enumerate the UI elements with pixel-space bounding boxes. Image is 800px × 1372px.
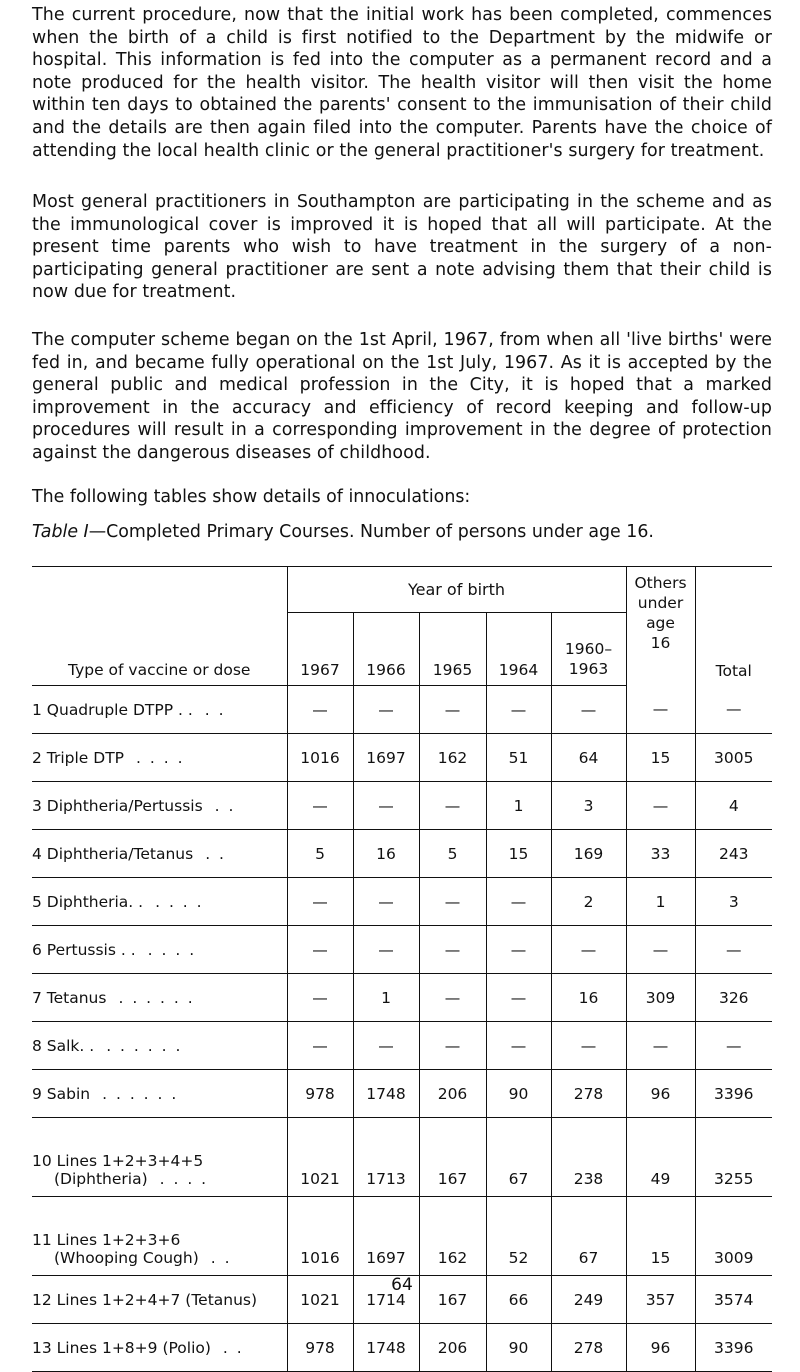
- row-label-text: 5 Diphtheria. .: [32, 892, 144, 911]
- table-cell: —: [287, 974, 353, 1022]
- header-year-1967: 1967: [287, 613, 353, 686]
- header-total: [695, 567, 772, 686]
- table-cell: —: [419, 686, 486, 734]
- header-year-1966: 1966: [353, 613, 419, 686]
- row-label-cell: [32, 734, 287, 782]
- table-row: [32, 926, 772, 974]
- row-label-line1: 10 Lines 1+2+3+4+5: [32, 1152, 204, 1170]
- table-cell: 5: [419, 830, 486, 878]
- header-others-text: Others under age 16: [634, 574, 687, 652]
- header-year-of-birth: Year of birth: [287, 567, 626, 613]
- table-cell: 167: [419, 1276, 486, 1324]
- table-row: [32, 782, 772, 830]
- leader-dots: . . . .: [159, 1170, 209, 1188]
- paragraph-general-practitioners: Most general practitioners in Southampton are participating in the scheme and as the immunological cover is improved it is hoped that all will participate. At the present time parents who wish to have treatment in the surgery of a non-participating general practitioner are sent a note advising them that their child is now due for treatment.: [32, 192, 772, 303]
- row-label-line2: [32, 1170, 287, 1188]
- row-label-text: (Whooping Cough): [54, 1249, 199, 1267]
- tables-intro: The following tables show details of innoculations:: [32, 487, 471, 507]
- table-caption: [32, 522, 772, 542]
- paragraph-computer-scheme: The computer scheme began on the 1st April, 1967, from when all 'live births' were fed in, and became fully operational on the 1st July, 1967. As it is accepted by the general public and medical profession in the City, it is hoped that a marked improvement in the accuracy and efficiency of record keeping and follow-up procedures will result in a corresponding improvement in the degree of protection against the dangerous diseases of childhood.: [32, 330, 772, 463]
- table-cell: 3255: [695, 1118, 772, 1197]
- leader-dots: . . . .: [155, 892, 204, 911]
- row-label-cell: [32, 686, 287, 734]
- table-caption-text: —Completed Primary Courses. Number of persons under age 16.: [88, 522, 654, 542]
- table-cell: —: [486, 974, 551, 1022]
- table-row: [32, 1070, 772, 1118]
- table-cell: —: [695, 1022, 772, 1070]
- table-cell: —: [353, 1022, 419, 1070]
- row-label-text: (Diphtheria): [54, 1170, 148, 1188]
- inoculations-table: [32, 566, 772, 1372]
- table-row: [32, 1118, 772, 1197]
- table-cell: 49: [626, 1118, 695, 1197]
- table-cell: 96: [626, 1070, 695, 1118]
- header-year-1965: 1965: [419, 613, 486, 686]
- table-cell: 52: [486, 1197, 551, 1276]
- table-cell: 1: [486, 782, 551, 830]
- header-year-1960-1963-text: 1960– 1963: [564, 640, 613, 678]
- paragraph-procedure: The current procedure, now that the initial work has been completed, commences when the birth of a child is first notified to the Department by the midwife or hospital. This information is fed into the computer as a permanent record and a note produced for the health visitor. The health visitor will then visit the home within ten days to obtained the parents' consent to the immunisation of their child and the details are then again filed into the computer. Parents have the choice of attending the local health clinic or the general practitioner's surgery for treatment.: [32, 5, 772, 161]
- table-cell: 90: [486, 1070, 551, 1118]
- table-cell: 162: [419, 1197, 486, 1276]
- table-cell: 3574: [695, 1276, 772, 1324]
- header-blank: [32, 567, 287, 613]
- row-label-line2: [32, 1249, 287, 1267]
- table-body: [32, 686, 772, 1372]
- table-cell: 278: [551, 1324, 626, 1372]
- table-cell: 64: [551, 734, 626, 782]
- table-cell: —: [353, 686, 419, 734]
- table-cell: 90: [486, 1324, 551, 1372]
- row-label-text: 4 Diphtheria/Tetanus: [32, 844, 194, 863]
- table-cell: —: [287, 686, 353, 734]
- row-label-text: 3 Diphtheria/Pertussis: [32, 796, 203, 815]
- header-total-text: Total: [715, 661, 752, 680]
- leader-dots: . . . . . .: [102, 1084, 179, 1103]
- table-row: [32, 1197, 772, 1276]
- table-cell: —: [287, 926, 353, 974]
- table-cell: 51: [486, 734, 551, 782]
- table-cell: 3: [551, 782, 626, 830]
- table-cell: 67: [486, 1118, 551, 1197]
- table-cell: —: [551, 686, 626, 734]
- table-cell: —: [551, 926, 626, 974]
- row-label-text: 2 Triple DTP: [32, 748, 125, 767]
- row-label-cell: [32, 1197, 287, 1276]
- leader-dots: . . . .: [147, 940, 197, 959]
- leader-dots: . . . . . .: [106, 1036, 183, 1055]
- table-cell: —: [695, 686, 772, 734]
- table-cell: 1714: [353, 1276, 419, 1324]
- leader-dots: . . . . . .: [118, 988, 195, 1007]
- table-cell: 1021: [287, 1276, 353, 1324]
- table-cell: 2: [551, 878, 626, 926]
- table-cell: 96: [626, 1324, 695, 1372]
- leader-dots: . .: [204, 700, 226, 719]
- header-year-1964: 1964: [486, 613, 551, 686]
- table-cell: —: [353, 782, 419, 830]
- table-cell: —: [287, 1022, 353, 1070]
- table-cell: 243: [695, 830, 772, 878]
- table-cell: 1713: [353, 1118, 419, 1197]
- table-cell: —: [551, 1022, 626, 1070]
- table-cell: —: [419, 974, 486, 1022]
- row-label-cell: [32, 878, 287, 926]
- table-cell: 1748: [353, 1070, 419, 1118]
- leader-dots: . .: [214, 796, 236, 815]
- table-cell: 3009: [695, 1197, 772, 1276]
- table-cell: —: [419, 782, 486, 830]
- table-cell: 1: [626, 878, 695, 926]
- table-cell: 162: [419, 734, 486, 782]
- table-row: [32, 686, 772, 734]
- row-label-cell: [32, 830, 287, 878]
- table-cell: 66: [486, 1276, 551, 1324]
- header-others-under-16: [626, 567, 695, 686]
- table-cell: 1: [353, 974, 419, 1022]
- table-cell: 67: [551, 1197, 626, 1276]
- row-label-cell: [32, 782, 287, 830]
- table-cell: 3396: [695, 1070, 772, 1118]
- table-cell: 357: [626, 1276, 695, 1324]
- table-cell: 1021: [287, 1118, 353, 1197]
- table-cell: —: [419, 926, 486, 974]
- table-cell: 978: [287, 1324, 353, 1372]
- row-label-cell: [32, 1118, 287, 1197]
- row-label-text: 9 Sabin: [32, 1084, 91, 1103]
- table-cell: —: [287, 878, 353, 926]
- row-label-text: 1 Quadruple DTPP . .: [32, 700, 193, 719]
- table-row: [32, 878, 772, 926]
- table-cell: —: [353, 878, 419, 926]
- row-label-cell: [32, 926, 287, 974]
- table-cell: 238: [551, 1118, 626, 1197]
- leader-dots: . . . .: [136, 748, 185, 767]
- row-label-text: 8 Salk. .: [32, 1036, 95, 1055]
- table-cell: —: [486, 878, 551, 926]
- row-label-cell: [32, 974, 287, 1022]
- table-cell: 3: [695, 878, 772, 926]
- table-cell: 3396: [695, 1324, 772, 1372]
- row-label-text: 7 Tetanus: [32, 988, 107, 1007]
- table-cell: 206: [419, 1324, 486, 1372]
- table-cell: 1697: [353, 1197, 419, 1276]
- table-cell: 1016: [287, 1197, 353, 1276]
- table-cell: 16: [551, 974, 626, 1022]
- table-cell: 15: [626, 1197, 695, 1276]
- table-cell: 978: [287, 1070, 353, 1118]
- table-cell: —: [419, 878, 486, 926]
- table-cell: —: [287, 782, 353, 830]
- table-cell: 169: [551, 830, 626, 878]
- table-cell: 16: [353, 830, 419, 878]
- row-label-text: 6 Pertussis . .: [32, 940, 136, 959]
- table-cell: 15: [626, 734, 695, 782]
- table-row: [32, 734, 772, 782]
- header-year-1960-1963: [551, 613, 626, 686]
- table-row: [32, 1022, 772, 1070]
- table-cell: 309: [626, 974, 695, 1022]
- row-label-line1: 11 Lines 1+2+3+6: [32, 1231, 181, 1249]
- table-cell: 3005: [695, 734, 772, 782]
- table-cell: 4: [695, 782, 772, 830]
- table-row: [32, 974, 772, 1022]
- row-label-cell: [32, 1022, 287, 1070]
- table-cell: 326: [695, 974, 772, 1022]
- row-label-text: 12 Lines 1+2+4+7 (Tetanus): [32, 1290, 258, 1309]
- table-cell: —: [626, 926, 695, 974]
- table-cell: 249: [551, 1276, 626, 1324]
- table-cell: 1748: [353, 1324, 419, 1372]
- table-cell: —: [626, 686, 695, 734]
- table-cell: 33: [626, 830, 695, 878]
- table-cell: —: [486, 686, 551, 734]
- table-cell: —: [419, 1022, 486, 1070]
- row-label-text: 13 Lines 1+8+9 (Polio): [32, 1338, 211, 1357]
- row-label-cell: [32, 1324, 287, 1372]
- leader-dots: . .: [210, 1249, 232, 1267]
- table-cell: 5: [287, 830, 353, 878]
- table-row: [32, 830, 772, 878]
- table-row: [32, 1324, 772, 1372]
- table-cell: 15: [486, 830, 551, 878]
- table-cell: 167: [419, 1118, 486, 1197]
- page-number: 64: [391, 1275, 413, 1295]
- table-cell: 1016: [287, 734, 353, 782]
- table-cell: 1697: [353, 734, 419, 782]
- table-cell: —: [486, 1022, 551, 1070]
- table-cell: —: [626, 782, 695, 830]
- table-cell: 278: [551, 1070, 626, 1118]
- row-label-cell: [32, 1070, 287, 1118]
- leader-dots: . .: [205, 844, 226, 863]
- table-cell: —: [626, 1022, 695, 1070]
- leader-dots: . .: [222, 1338, 244, 1357]
- table-cell: —: [353, 926, 419, 974]
- header-type-of-vaccine: Type of vaccine or dose: [32, 613, 287, 686]
- table-cell: —: [486, 926, 551, 974]
- table-cell: —: [695, 926, 772, 974]
- table-cell: 206: [419, 1070, 486, 1118]
- table-caption-label: Table I: [32, 522, 89, 542]
